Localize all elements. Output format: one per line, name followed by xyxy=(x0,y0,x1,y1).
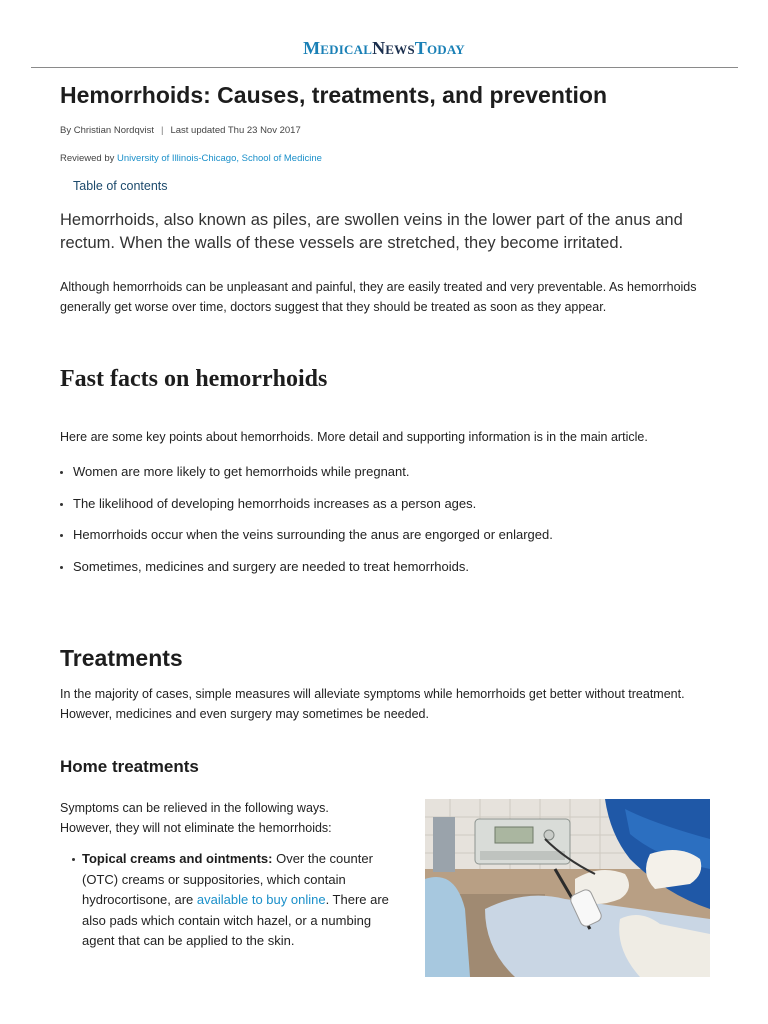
lead-paragraph: Hemorrhoids, also known as piles, are swollen veins in the lower part of the anus and rectum. When the walls of these vessels are stretched, they become irritated. xyxy=(60,211,683,252)
list-item: The likelihood of developing hemorrhoids increases as a person ages. xyxy=(60,494,720,526)
list-item: Hemorrhoids occur when the veins surrounding the anus are engorged or enlarged. xyxy=(60,525,720,557)
byline-separator: | xyxy=(160,125,164,136)
site-header xyxy=(0,38,768,59)
reviewer-link[interactable]: University of Illinois-Chicago, School of Medicine xyxy=(117,153,322,164)
treatments-intro: In the majority of cases, simple measures will alleviate symptoms while hemorrhoids get better without treatment. However, medicines and even surgery may sometimes be needed. xyxy=(60,687,685,721)
reviewed-by xyxy=(60,153,322,164)
intro-paragraph: Although hemorrhoids can be unpleasant and painful, they are easily treated and very preventable. As hemorrhoids generally get worse over time, doctors suggest that they should be treated as soon as they appear. xyxy=(60,280,697,314)
medical-procedure-photo xyxy=(425,799,710,977)
home-treatments-list xyxy=(72,849,402,952)
list-item-text: . There are also pads which contain witch hazel, or a numbing agent that can be applied to the skin. xyxy=(82,892,389,948)
fast-facts-intro: Here are some key points about hemorrhoids. More detail and supporting information is in the main article. xyxy=(60,430,648,444)
reviewed-label: Reviewed by xyxy=(60,153,118,164)
header-divider xyxy=(31,67,738,68)
last-updated: Last updated Thu 23 Nov 2017 xyxy=(170,125,301,136)
buy-online-link[interactable]: available to buy online xyxy=(196,892,326,907)
treatments-heading: Treatments xyxy=(60,645,183,671)
list-item: Women are more likely to get hemorrhoids while pregnant. xyxy=(60,462,720,494)
list-item: Sometimes, medicines and surgery are needed to treat hemorrhoids. xyxy=(60,557,720,589)
home-treatments-heading: Home treatments xyxy=(60,757,199,776)
site-logo[interactable]: MEDICALNEWSTODAY xyxy=(303,38,465,58)
table-of-contents-toggle[interactable]: Table of contents xyxy=(73,179,168,193)
fast-facts-heading: Fast facts on hemorrhoids xyxy=(60,366,328,392)
list-item xyxy=(72,849,402,952)
author-name[interactable]: By Christian Nordqvist xyxy=(60,125,154,136)
fast-facts-list xyxy=(60,462,720,588)
byline xyxy=(60,125,301,136)
list-item-text: Over the counter (OTC) creams or suppositories, which contain hydrocortisone, are xyxy=(82,851,373,907)
home-treatments-intro: Symptoms can be relieved in the following ways. However, they will not eliminate the hemorrhoids: xyxy=(60,801,332,835)
list-item-title: Topical creams and ointments: xyxy=(82,851,273,866)
article-title: Hemorrhoids: Causes, treatments, and prevention xyxy=(60,82,608,108)
